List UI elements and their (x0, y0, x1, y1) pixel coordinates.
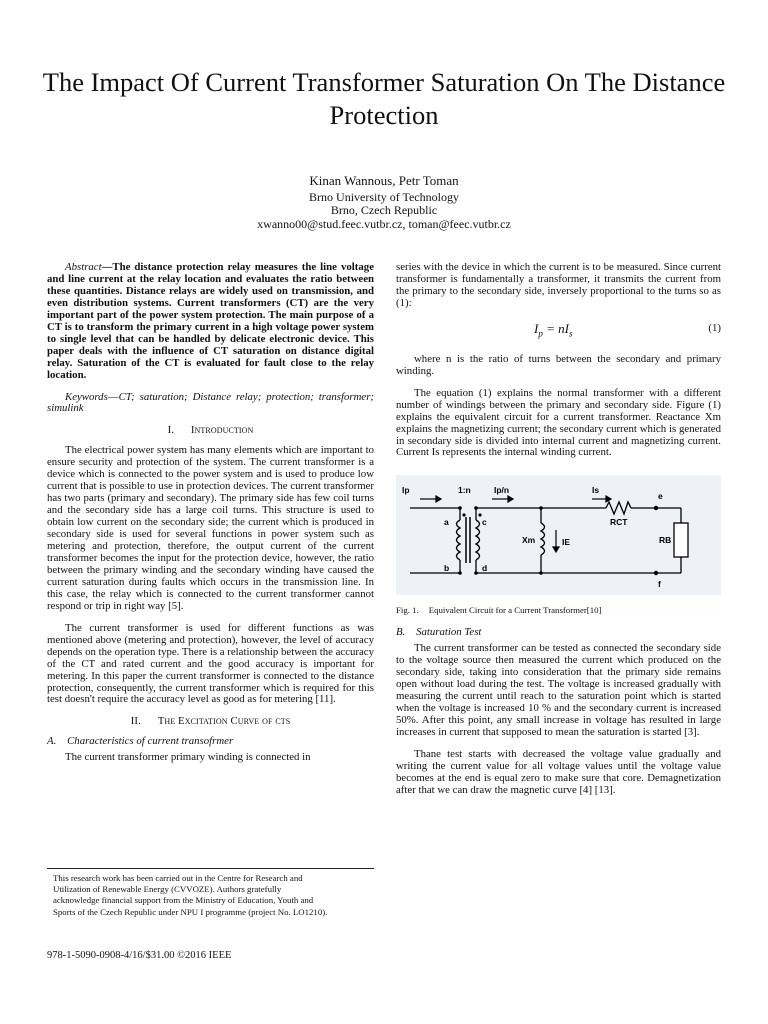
label-e: e (658, 491, 663, 502)
label-a: a (444, 517, 449, 528)
intro-paragraph-1: The electrical power system has many elements which are important to ensure security and protection of the system. The current transformer is a device which is connected to the power system and is used to produce low current that is possible to use in protection devices. The current transformer has two parts (primary and secondary). The primary side has few coil turns and the secondary side has a large coil turns. This structure is used to obtain low current on the secondary side; the current which is produced in secondary side is used for several functions in power system such as metering and protection, therefore, the output current of the current transformer becomes the input for the protection device, however, the ratio between the primary winding and the secondary winding have caused the current saturation during faults which occurs in the transmission line. In this case, the relay which is connected to the current transformer cannot respond or trip in right way [5]. (47, 444, 374, 612)
equation-expression: $I_p = nI_s$ (534, 320, 573, 339)
label-is: Is (592, 485, 600, 496)
abstract-label: Abstract (65, 261, 102, 273)
author-block (140, 174, 628, 231)
intro-paragraph-2: The current transformer is used for different functions as was mentioned above (metering and protection), however, the level of accuracy depends on the operation type. There is a relationship between the accuracy of the CT and rated current and the good accuracy is important for metering. In this paper the current transformer is connected to the distance protection, consequently, the current transformer which is required for this test doesn't require the accuracy level as good as for metering [11]. (47, 621, 374, 706)
copyright-footer: 978-1-5090-0908-4/16/$31.00 ©2016 IEEE (47, 950, 232, 961)
terminal-e (654, 506, 658, 510)
figure-caption (396, 605, 721, 617)
abstract: Abstract—The distance protection relay measures the line voltage and line current at the relay location and evaluates the ratio between these quantities. Distance relays are widely used on transmission, and even distribution systems. Current transformers (CT) are the very important part of the power system protection. The main purpose of a CT is to transform the primary current in a high voltage power system to single level that can be handled by delicate electronic device. This paper deals with the influence of CT saturation on distance digital relay. Saturation of the CT is evaluated for fault close to the relay location. (47, 261, 374, 381)
keywords: Keywords—CT; saturation; Distance relay; protection; transformer; simulink (47, 390, 374, 415)
subsection-heading-saturation-test: B. Saturation Test (396, 626, 482, 639)
label-ie: IE (562, 537, 571, 548)
label-rb: RB (659, 535, 672, 546)
label-ratio: 1:n (458, 485, 471, 496)
author-affiliation: Brno University of Technology (309, 189, 459, 204)
figure-caption-label: Fig. 1. (396, 605, 419, 616)
label-c: c (482, 517, 487, 528)
characteristics-paragraph: The current transformer primary winding is connected in (65, 751, 311, 764)
keywords-label: Keywords (65, 390, 108, 403)
right-column (396, 262, 721, 807)
author-emails: xwanno00@stud.feec.vutbr.cz, toman@feec.vutbr.cz (257, 216, 511, 231)
node-a-top (458, 507, 462, 511)
author-names: Kinan Wannous, Petr Toman (309, 173, 459, 188)
paper-title: The Impact Of Current Transformer Saturation On The Distance Protection (42, 67, 726, 130)
figure-caption-text: Equivalent Circuit for a Current Transformer[10] (428, 605, 602, 616)
section-heading-excitation: II. The Excitation Curve of cts (130, 715, 291, 728)
right-paragraph-2: where n is the ratio of turns between the secondary and primary winding. (396, 352, 721, 377)
saturation-paragraph-1: The current transformer can be tested as connected the secondary side to the voltage source then measured the current which produced on the secondary side, taking into consideration that the primary side remains open without load during the test. The voltage is increased gradually with measuring the current until reach to the saturation point which is started when the voltage is increased 10 % and the secondary current is increased 50%. After this point, any small increase in voltage has resulted in large increases in current that supposed to mean the saturation is started [3]. (396, 642, 721, 738)
label-d: d (482, 563, 488, 574)
label-ipn: Ip/n (494, 485, 510, 496)
equation-number: (1) (708, 321, 721, 334)
right-paragraph-1: series with the device in which the current is to be measured. Since current transformer is fundamentally a transformer, it transmits the current from the primary to the secondary side, inversely proportional to the turns so as (1): (396, 261, 721, 309)
left-column (47, 262, 374, 774)
label-f: f (658, 579, 661, 590)
figure-background (396, 475, 721, 595)
subsection-heading-characteristics: A. Characteristics of current transofrmer (47, 735, 234, 748)
label-rct: RCT (610, 517, 628, 528)
node-xm-bottom (539, 572, 543, 576)
right-paragraph-3: The equation (1) explains the normal transformer with a different number of windings between the primary and secondary side. Figure (1) explains the equivalent circuit for a current transformer. Reactance Xm explains the magnetizing current; the secondary current which is generated in secondary side is divided into internal current and magnetizing current. Current Is represents the internal winding current. (396, 386, 721, 459)
ct-equivalent-circuit-figure (396, 475, 721, 595)
saturation-paragraph-2: Thane test starts with decreased the voltage value gradually and writing the current value for all voltage values until the voltage value becomes at the end is equal zero to make sure that core. Demagnetization after that we can draw the magnetic curve [4] [13]. (396, 747, 721, 796)
footnote: This research work has been carried out in the Centre for Research and Utilization of Renewable Energy (CVVOZE). Authors gratefully acknowledge financial support from the Ministry of Education, Youth and Sports of the Czech Republic under NPU I programme (project No. LO1210). (47, 868, 374, 918)
abstract-text: The distance protection relay measures the line voltage and line current at the relay location and evaluates the ratio between these quantities. Distance relays are widely used on transmission, and even distribution systems. Current transformers (CT) are the very important part of the power system protection. The main purpose of a CT is to transform the primary current in a high voltage power system to single level that can be handled by delicate electronic device. This paper deals with the influence of CT saturation on distance digital relay. Saturation of the CT is evaluated for fault close to the relay location. (47, 261, 374, 381)
node-xm-top (539, 507, 543, 511)
node-c-top (474, 507, 478, 511)
label-b: b (444, 563, 450, 574)
keywords-text: CT; saturation; Distance relay; protection; transformer; simulink (47, 390, 374, 415)
equation-1 (396, 320, 721, 346)
label-ip: Ip (402, 485, 410, 496)
rb-load-resistor (674, 523, 688, 557)
section-heading-introduction: I. Introduction (167, 424, 254, 437)
author-location: Brno, Czech Republic (330, 203, 438, 217)
label-xm: Xm (522, 535, 536, 546)
terminal-f (654, 571, 658, 575)
